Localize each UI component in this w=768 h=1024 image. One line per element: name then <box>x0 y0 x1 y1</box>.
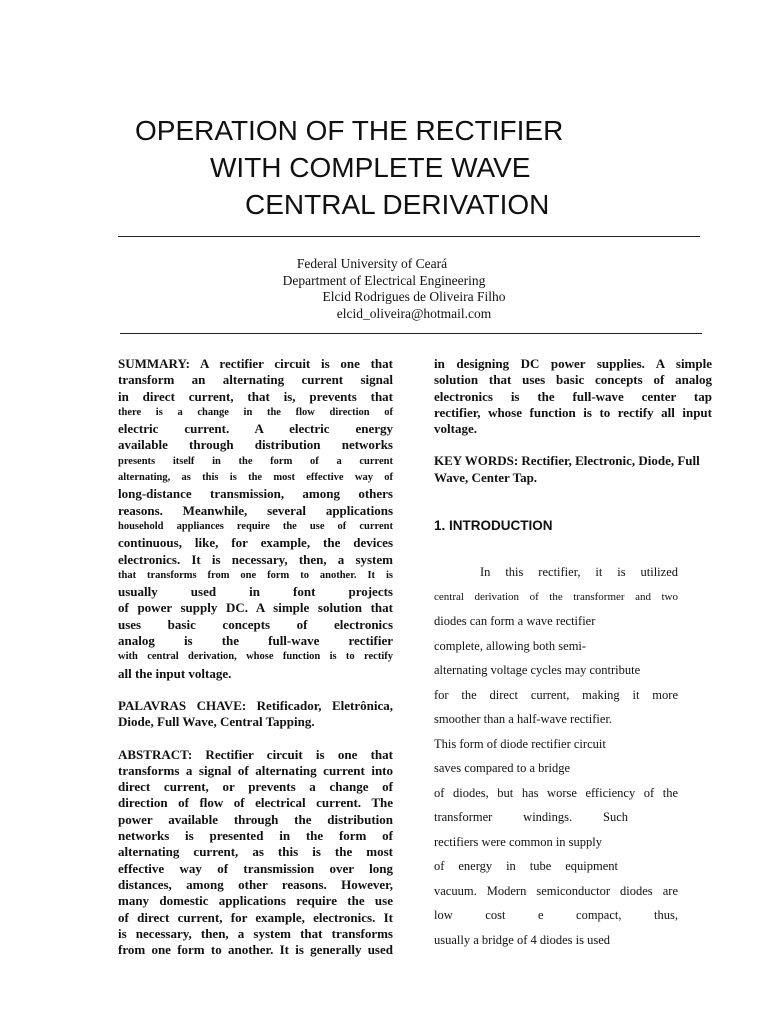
summary-line: there is a change in the flow direction of <box>118 406 393 418</box>
abstract-line: Rectifier circuit is one that <box>192 746 393 762</box>
summary-line: long-distance transmission, among others <box>118 486 393 502</box>
abstract-line: from one form to another. It is generally used <box>118 942 393 958</box>
intro-line: rectifiers were common in supply <box>434 834 603 849</box>
section-heading-introduction: 1. INTRODUCTION <box>434 518 553 533</box>
key-words-label: KEY WORDS: <box>434 453 519 469</box>
author-name: Elcid Rodrigues de Oliveira Filho <box>322 289 506 304</box>
intro-line: In this rectifier, it is utilized <box>480 565 678 579</box>
intro-line: This form of diode rectifier circuit <box>434 736 606 751</box>
summary-line: electric current. A electric energy <box>118 421 393 437</box>
intro-line: diodes can form a wave rectifier <box>434 614 596 628</box>
summary-label: SUMMARY: <box>118 356 191 371</box>
intro-line: alternating voltage cycles may contribute <box>434 663 641 677</box>
left-column <box>118 356 393 958</box>
abstract-continuation-line: voltage. <box>434 421 477 437</box>
summary-line: all the input voltage. <box>118 665 232 681</box>
abstract-line: power available through the distribution <box>118 811 393 827</box>
intro-line: for the direct current, making it more <box>434 687 678 702</box>
summary-line: transform an alternating current signal <box>118 372 393 388</box>
summary-line: with central derivation, whose function is to rectify <box>118 651 393 663</box>
abstract-line: transforms a signal of alternating current into <box>118 762 393 778</box>
intro-line: of energy in tube equipment <box>434 859 618 873</box>
intro-line: central derivation of the transformer and two <box>434 590 678 603</box>
abstract-continuation-line: in designing DC power supplies. A simple <box>434 356 712 371</box>
summary-line: continuous, like, for example, the devices <box>118 535 393 551</box>
summary-line: alternating, as this is the most effective way of <box>118 472 393 484</box>
palavras-text: Retificador, Eletrônica, Diode, Full Wave, Central Tapping. <box>118 697 393 730</box>
summary-line: A rectifier circuit is one that <box>190 356 393 371</box>
author-email: elcid_oliveira@hotmail.com <box>336 305 492 321</box>
summary-line: uses basic concepts of electronics <box>118 616 393 632</box>
summary-line: of power supply DC. A simple solution that <box>118 600 393 616</box>
summary-section <box>118 356 393 682</box>
intro-line: of diodes, but has worse efficiency of the <box>434 785 678 800</box>
summary-line: available through distribution networks <box>118 437 393 453</box>
intro-line: vacuum. Modern semiconductor diodes are <box>434 883 678 898</box>
intro-line: complete, allowing both semi- <box>434 638 587 653</box>
right-column <box>434 356 712 486</box>
abstract-continuation-line: rectifier, whose function is to rectify all input <box>434 404 712 420</box>
title-line-3: CENTRAL DERIVATION <box>245 189 550 220</box>
abstract-line: is necessary, then, a system that transforms <box>118 925 393 941</box>
intro-line: transformer windings. Such <box>434 810 628 824</box>
abstract-continuation-line: solution that uses basic concepts of analog <box>434 372 712 388</box>
summary-line: electronics. It is necessary, then, a system <box>118 551 393 567</box>
abstract-line: of direct current, for example, electronics. It <box>118 909 393 925</box>
summary-line: analog is the full-wave rectifier <box>118 633 393 649</box>
summary-line: presents itself in the form of a current <box>118 455 393 467</box>
department: Department of Electrical Engineering <box>282 272 486 288</box>
title-line-1: OPERATION OF THE RECTIFIER <box>135 115 564 146</box>
abstract-line: direction of flow of electrical current. The <box>118 795 393 811</box>
intro-line: saves compared to a bridge <box>434 761 571 775</box>
abstract-label: ABSTRACT: <box>118 746 193 762</box>
abstract-continuation-line: electronics is the full-wave center tap <box>434 388 712 404</box>
title-line-2: WITH COMPLETE WAVE <box>210 152 531 183</box>
affiliation-divider <box>120 333 702 334</box>
abstract-line: networks is presented in the form of <box>118 828 393 844</box>
abstract-line: many domestic applications require the use <box>118 893 393 909</box>
intro-line: usually a bridge of 4 diodes is used <box>434 932 611 947</box>
key-words-text: Rectifier, Electronic, Diode, Full Wave, Center Tap. <box>434 453 700 485</box>
university: Federal University of Ceará <box>296 256 448 271</box>
intro-line: smoother than a half-wave rectifier. <box>434 712 613 726</box>
summary-line: in direct current, that is, prevents that <box>118 388 393 404</box>
intro-line: low cost e compact, thus, <box>434 908 678 922</box>
title-divider <box>118 236 700 237</box>
abstract-line: distances, among other reasons. However, <box>118 876 393 892</box>
abstract-section <box>118 747 393 959</box>
key-words <box>434 453 730 486</box>
abstract-line: alternating current, as this is the most <box>118 844 393 860</box>
palavras-label: PALAVRAS CHAVE: <box>118 697 247 713</box>
summary-line: usually used in font projects <box>118 584 393 600</box>
summary-line: household appliances require the use of current <box>118 520 393 532</box>
palavras-chave <box>118 698 393 731</box>
introduction-body <box>434 560 678 952</box>
abstract-line: direct current, or prevents a change of <box>118 779 393 795</box>
summary-line: that transforms from one form to another. It is <box>118 569 393 581</box>
abstract-line: effective way of transmission over long <box>118 860 393 876</box>
summary-line: reasons. Meanwhile, several applications <box>118 502 393 518</box>
affiliation-block <box>0 256 768 322</box>
